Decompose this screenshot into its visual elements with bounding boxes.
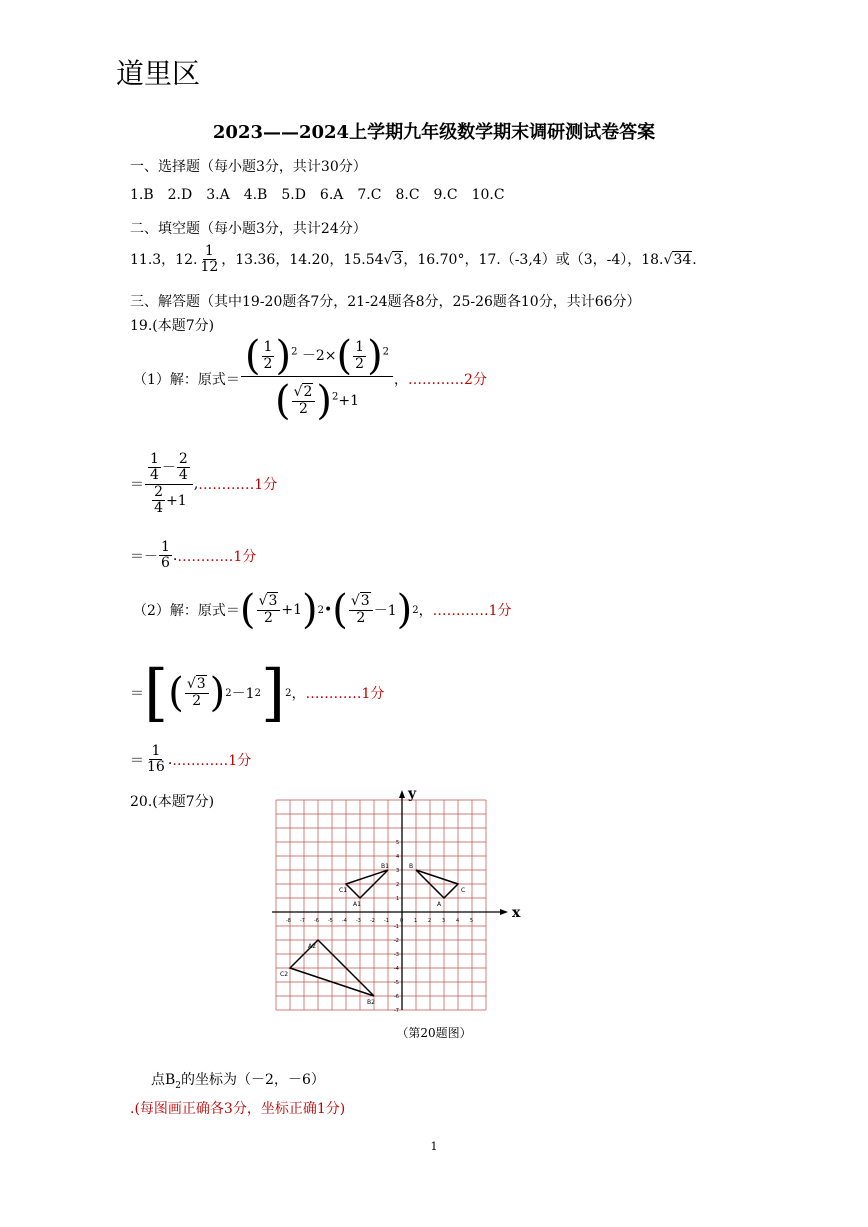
y-tick-label: -1 — [394, 924, 399, 930]
score-mark: …………1分 — [432, 603, 512, 619]
vertex-label: B1 — [381, 863, 389, 870]
y-tick-label: -4 — [394, 966, 399, 972]
q19-2-result: ＝ $\frac{1}{16}$ . …………1分 — [130, 743, 252, 776]
point-b2-answer: 点$B_2$的坐标为（－2，－6） — [151, 1072, 325, 1091]
score-mark: …………1分 — [305, 686, 385, 702]
y-axis-label: y — [408, 786, 417, 802]
y-tick-label: 5 — [396, 840, 400, 846]
x-tick-label: 1 — [414, 918, 418, 924]
y-tick-label: -2 — [394, 938, 399, 944]
x-tick-label: 0 — [400, 918, 404, 924]
section3-heading: 三、解答题（其中19-20题各7分，21-24题各8分，25-26题各10分，共计66分） — [130, 294, 641, 310]
sqrt-icon: √ — [663, 251, 673, 268]
score-mark: …………1分 — [172, 752, 252, 769]
fraction-1-12: $\frac{1}{12}$ — [200, 243, 219, 276]
score-mark: …………2分 — [408, 371, 487, 388]
x-tick-label: -3 — [356, 918, 361, 924]
y-tick-label: 4 — [396, 854, 400, 860]
fill-answers: 11.3，12. $\frac{1}{12}$ ，13.36，14.20，15.54√3，16.70°，17.（-3,4）或（3，-4），18.√34. — [130, 243, 697, 276]
x-tick-label: -4 — [342, 918, 347, 924]
x-tick-label: -1 — [384, 918, 389, 924]
score-mark: …………1分 — [177, 548, 257, 565]
vertex-label: B2 — [367, 999, 375, 1006]
q19-1-result: ＝ － $\frac{1}{6}$ . …………1分 — [130, 539, 257, 572]
score-mark: …………1分 — [198, 477, 278, 494]
page-number: 1 — [430, 1140, 438, 1153]
x-tick-label: -2 — [370, 918, 375, 924]
x-tick-label: -7 — [300, 918, 305, 924]
sqrt-icon: √ — [383, 251, 393, 268]
coordinate-graph — [278, 786, 521, 1024]
vertex-label: C1 — [339, 887, 348, 894]
scoring-note: .(每图画正确各3分，坐标正确1分) — [130, 1101, 346, 1117]
y-tick-label: -3 — [394, 952, 399, 958]
y-tick-label: -6 — [394, 994, 399, 1000]
big-fraction: ( $\frac{1}{2}$ )$^2$ －2×( $\frac{1}{2}$ )$^2$ ( $\frac{√2}{2}$ )$^2$+1 — [241, 336, 393, 421]
y-tick-label: 3 — [396, 868, 400, 874]
y-tick-label: 2 — [396, 882, 400, 888]
y-tick-label: -7 — [394, 1008, 399, 1014]
y-tick-label: -5 — [394, 980, 399, 986]
choice-answers: 1.B 2.D 3.A 4.B 5.D 6.A 7.C 8.C 9.C 10.C — [130, 187, 505, 203]
section1-heading: 一、选择题（每小题3分，共计30分） — [130, 159, 367, 175]
x-axis-label: x — [512, 905, 521, 921]
x-tick-label: 5 — [470, 918, 474, 924]
vertex-label: A2 — [308, 943, 316, 950]
district-title: 道里区 — [116, 57, 201, 90]
x-tick-label: -8 — [286, 918, 291, 924]
y-arrow-icon — [399, 790, 405, 798]
y-tick-label: 1 — [396, 896, 400, 902]
q19-2-step1: （2）解：原式＝ ( $\frac{√3}{2}$ +1 ) 2 • ( $\frac{√3}{2}$ －1 ) 2 ， …………1分 — [133, 587, 512, 633]
x-tick-label: -5 — [328, 918, 333, 924]
graph-caption: （第20题图） — [396, 1026, 472, 1040]
q19-1-step1: （1）解：原式＝ ( $\frac{1}{2}$ )$^2$ －2×( $\frac{1}{2}$ )$^2$ ( $\frac{√2}{2}$ )$^2$+1 ， …………2分 — [133, 333, 487, 424]
section2-heading: 二、填空题（每小题3分，共计24分） — [130, 221, 367, 237]
x-arrow-icon — [500, 909, 508, 915]
question-19-heading: 19.(本题7分) — [130, 318, 215, 334]
x-tick-label: 2 — [428, 918, 432, 924]
q19-2-step2: ＝ [ ( $\frac{√3}{2}$ ) 2 －1 2 ] 2 ， …………1分 — [130, 656, 385, 729]
q19-1-step2: ＝ $\frac{1}{4}$ － $\frac{2}{4}$ $\frac{2}{4}$ +1 , …………1分 — [130, 451, 278, 517]
vertex-label: A — [437, 901, 442, 908]
question-20-heading: 20.(本题7分) — [130, 794, 215, 810]
vertex-label: B — [409, 863, 414, 870]
vertex-label: C2 — [280, 971, 289, 978]
x-tick-label: 3 — [442, 918, 446, 924]
vertex-label: A1 — [353, 901, 361, 908]
page-title: 2023——2024上学期九年级数学期末调研测试卷答案 — [212, 122, 656, 143]
vertex-label: C — [461, 887, 466, 894]
x-tick-label: 4 — [456, 918, 460, 924]
x-tick-label: -6 — [314, 918, 319, 924]
